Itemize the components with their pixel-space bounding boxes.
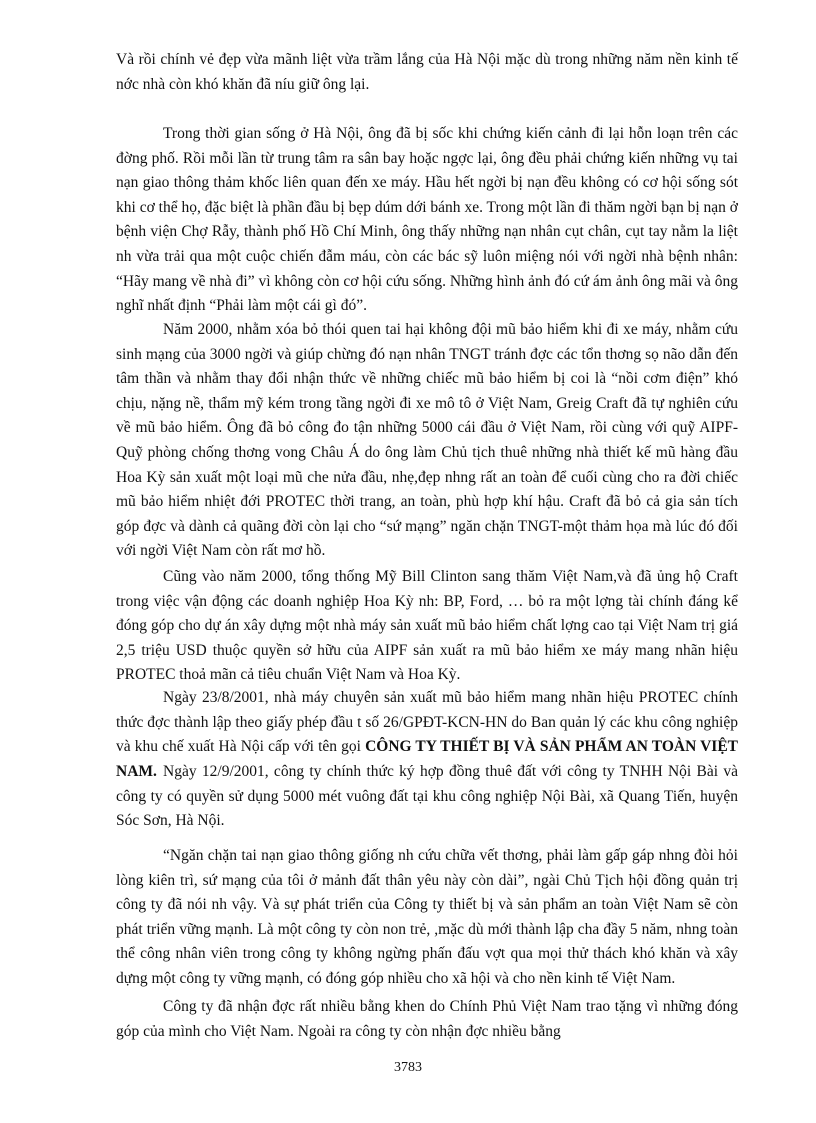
paragraph-8: Công ty đã nhận đợc rất nhiều bằng khen do Chính Phủ Việt Nam trao tặng vì những đóng góp của mình cho Việt Nam. Ngoài ra công ty còn nhận đợc nhiều bằng (116, 998, 738, 1040)
paragraph-4: Cũng vào năm 2000, tổng thống Mỹ Bill Clinton sang thăm Việt Nam,và đã ủng hộ Craft trong việc vận động các doanh nghiệp Hoa Kỳ nh: BP, Ford, … bỏ ra một lợng tài chính đáng kể đóng góp cho dự án xây dựng một nhà máy sản xuất mũ bảo hiểm chất lợng cao tại Việt Nam trị giá 2,5 triệu USD thuộc quyền sở hữu của AIPF sản xuất ra mũ bảo hiểm xe máy mang nhãn hiệu PROTEC thoả mãn cả tiêu chuẩn Việt Nam và Hoa Kỳ. (116, 568, 738, 684)
page-number: 3783 (394, 1060, 422, 1075)
paragraph-6: Ngày 12/9/2001, công ty chính thức ký hợp đồng thuê đất với công ty TNHH Nội Bài và công ty có quyền sử dụng 5000 mét vuông đất tại khu công nghiệp Nội Bài, xã Quang Tiến, huyện Sóc Sơn, Hà Nội. (116, 763, 738, 830)
paragraph-1: Và rồi chính vẻ đẹp vừa mãnh liệt vừa trầm lắng của Hà Nội mặc dù trong những năm nền kinh tế nớc nhà còn khó khăn đã níu giữ ông lại. (116, 51, 738, 93)
paragraph-7: “Ngăn chặn tai nạn giao thông giống nh cứu chữa vết thơng, phải làm gấp gáp nhng đòi hỏi lòng kiên trì, sứ mạng của tôi ở mảnh đất thân yêu này còn dài”, ngài Chủ Tịch hội đồng quản trị công ty đã nói nh vậy. Và sự phát triển của Công ty thiết bị và sản phẩm an toàn Việt Nam sẽ còn phát triển vững mạnh. Là một công ty còn non trẻ, ,mặc dù mới thành lập cha đầy 5 năm, nhng toàn thể công nhân viên trong công ty không ngừng phấn đấu vợt qua mọi thử thách khó khăn và xây dựng một công ty vững mạnh, có đóng góp nhiều cho xã hội và cho nền kinh tế Việt Nam. (116, 847, 738, 987)
company-name: CÔNG TY THIẾT BỊ VÀ SẢN PHẨM AN TOÀN VIỆT NAM. (116, 738, 739, 780)
paragraph-3: Năm 2000, nhằm xóa bỏ thói quen tai hại không đội mũ bảo hiểm khi đi xe máy, nhằm cứu sinh mạng của 3000 ngời và giúp chừng đó nạn nhân TNGT tránh đợc các tổn thơng sọ não dẫn đến tâm thần và nhằm thay đổi nhận thức về những chiếc mũ bảo hiểm bị coi là “nồi cơm điện” khó chịu, nặng nề, thẩm mỹ kém trong tầng ngời đi xe mô tô ở Việt Nam, Greig Craft đã tự nghiên cứu về mũ bảo hiểm. Ông đã bỏ công đo tận những 5000 cái đầu ở Việt Nam, rồi cùng với quỹ AIPF-Quỹ phòng chống thơng vong Châu Á do ông làm Chủ tịch thuê những nhà thiết kế mũ hàng đầu Hoa Kỳ sản xuất một loại mũ che nửa đầu, nhẹ,đẹp nhng rất an toàn để cuối cùng cho ra đời chiếc mũ bảo hiểm nhiệt đới PROTEC thời trang, an toàn, phù hợp khí hậu. Craft đã bỏ cả gia sản tích góp đợc và dành cả quãng đời còn lại cho “sứ mạng” ngăn chặn TNGT-một thảm họa mà lúc đó đối với ngời Việt Nam còn rất mơ hồ. (116, 321, 738, 560)
paragraph-2: Trong thời gian sống ở Hà Nội, ông đã bị sốc khi chứng kiến cảnh đi lại hỗn loạn trên các đờng phố. Rồi mỗi lần từ trung tâm ra sân bay hoặc ngợc lại, ông đều phải chứng kiến những vụ tai nạn giao thông thảm khốc liên quan đến xe máy. Hầu hết ngời bị nạn đều không có cơ hội sống sót khi cơ thể họ, đặc biệt là phần đầu bị bẹp dúm dới bánh xe. Trong một lần đi thăm ngời bạn bị nạn ở bệnh viện Chợ Rẫy, thành phố Hồ Chí Minh, ông thấy những nạn nhân cụt chân, cụt tay nằm la liệt nh vừa trải qua một cuộc chiến đẫm máu, còn các bác sỹ luôn miệng nói với ngời nhà bệnh nhân: “Hãy mang về nhà đi” vì không còn cơ hội cứu sống. Những hình ảnh đó cứ ám ảnh ông mãi và ông nghĩ nhất định “Phải làm một cái gì đó”. (116, 125, 738, 315)
paragraph-5-text: Ngày 23/8/2001, nhà máy chuyên sản xuất mũ bảo hiểm mang nhãn hiệu PROTEC chính thức đợc thành lập theo giấy phép đầu t số 26/GPĐT-KCN-HN do Ban quản lý các khu công nghiệp và khu chế xuất Hà Nội cấp với tên gọi (116, 689, 738, 756)
